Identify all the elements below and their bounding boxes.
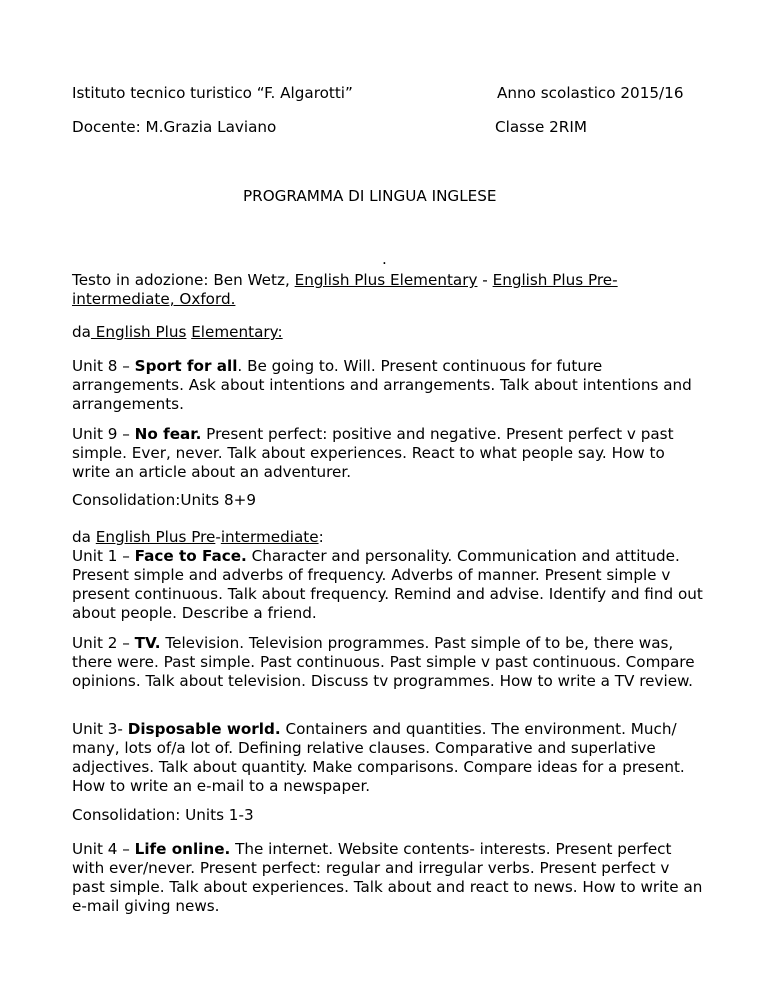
- section-book-name: English Plus: [90, 323, 187, 341]
- unit-1-title: Face to Face.: [134, 547, 247, 565]
- unit-1-paragraph: Unit 1 – Face to Face. Character and personality. Communication and attitude. Present simple and adverbs of frequency. Adverbs of manner. Present simple v present continuous. Talk about frequency. Remind and advise. Identify and find out about people. Describe a friend.: [72, 547, 703, 622]
- unit-8-title: Sport for all: [134, 357, 238, 375]
- teacher-name: Docente: M.Grazia Laviano: [72, 118, 277, 136]
- unit-9-title: No fear.: [134, 425, 202, 443]
- unit-4-paragraph: Unit 4 – Life online. The internet. Website contents- interests. Present perfect with ever/never. Present perfect: regular and irregular verbs. Present perfect v past simple. Talk about experiences. Talk about and react to news. How to write an e-mail giving news.: [72, 840, 703, 915]
- book-english-plus-pre-intermediate: English Plus Pre-: [492, 271, 618, 289]
- book-english-plus-pre-intermediate-cont: intermediate, Oxford.: [72, 290, 236, 308]
- textbook-line: [72, 271, 704, 309]
- class-name: Classe 2RIM: [495, 118, 587, 136]
- book-english-plus-elementary: English Plus Elementary: [294, 271, 478, 289]
- section2-book-level: intermediate: [220, 528, 319, 546]
- textbook-prefix: Testo in adozione: Ben Wetz,: [72, 271, 295, 289]
- document-title: PROGRAMMA DI LINGUA INGLESE: [243, 187, 497, 205]
- unit-9-paragraph: Unit 9 – No fear. Present perfect: positive and negative. Present perfect v past simple. Ever, never. Talk about experiences. React to what people say. How to write an article about an adventurer.: [72, 425, 674, 481]
- section-pre-intermediate-heading: da English Plus Pre-intermediate:: [72, 528, 324, 546]
- section2-book-name: English Plus Pre: [95, 528, 216, 546]
- unit-4-title: Life online.: [134, 840, 231, 858]
- unit-3-title: Disposable world.: [127, 720, 281, 738]
- unit-2-title: TV.: [134, 634, 161, 652]
- institute-name: Istituto tecnico turistico “F. Algarotti”: [72, 84, 353, 102]
- school-year: Anno scolastico 2015/16: [497, 84, 684, 102]
- section-book-level: Elementary:: [191, 323, 283, 341]
- unit-3-paragraph: Unit 3- Disposable world. Containers and quantities. The environment. Much/ many, lots of/a lot of. Defining relative clauses. Comparative and superlative adjectives. Talk about quantity. Make comparisons. Compare ideas for a present. How to write an e-mail to a newspaper.: [72, 720, 685, 795]
- section-elementary-heading: da English Plus Elementary:: [72, 323, 283, 341]
- unit-8-paragraph: Unit 8 – Sport for all. Be going to. Will. Present continuous for future arrangements. Ask about intentions and arrangements. Talk about intentions and arrangements.: [72, 357, 692, 413]
- textbook-separator: -: [477, 271, 493, 289]
- consolidation-8-9: Consolidation:Units 8+9: [72, 491, 257, 509]
- unit-2-paragraph: Unit 2 – TV. Television. Television programmes. Past simple of to be, there was, there were. Past simple. Past continuous. Past simple v past continuous. Compare opinions. Talk about television. Discuss tv programmes. How to write a TV review.: [72, 634, 695, 690]
- consolidation-1-3: Consolidation: Units 1-3: [72, 806, 254, 824]
- stray-dot: .: [382, 250, 387, 268]
